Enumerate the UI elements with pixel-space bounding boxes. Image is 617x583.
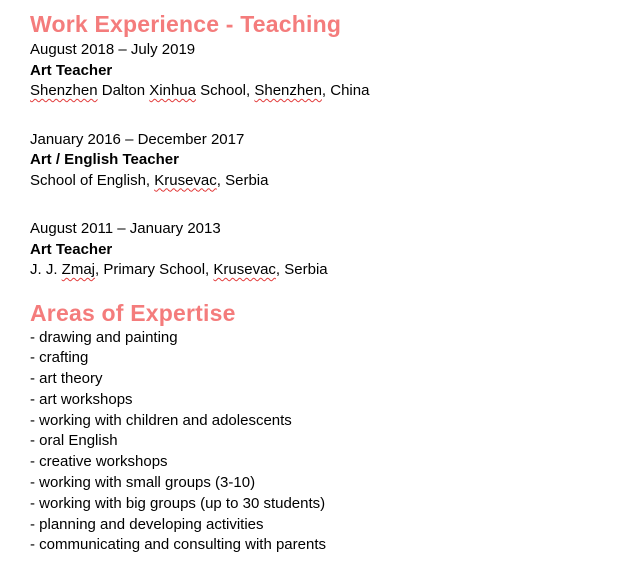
- misspelled-word[interactable]: Zmaj: [61, 261, 96, 278]
- work-experience-heading: Work Experience - Teaching: [30, 11, 342, 37]
- job-list: [30, 40, 610, 281]
- list-item: - working with small groups (3-10): [30, 474, 256, 492]
- list-item: - drawing and painting: [30, 328, 178, 346]
- list-item: - art theory: [30, 370, 103, 388]
- list-item: - art workshops: [30, 390, 133, 408]
- job-dates: August 2011 – January 2013: [30, 220, 221, 237]
- job-title: Art / English Teacher: [30, 151, 179, 168]
- job-place: School of English, Krusevac, Serbia: [30, 171, 269, 189]
- document-page: [30, 9, 610, 556]
- list-item: - creative workshops: [30, 453, 168, 471]
- expertise-list: [30, 328, 610, 557]
- misspelled-word[interactable]: Shenzhen: [30, 82, 98, 99]
- areas-of-expertise-heading: Areas of Expertise: [30, 299, 236, 326]
- misspelled-word[interactable]: Xinhua: [149, 82, 196, 99]
- misspelled-word[interactable]: Krusevac: [154, 171, 217, 189]
- list-item: - working with children and adolescents: [30, 411, 292, 429]
- job-dates: August 2018 – July 2019: [30, 41, 196, 58]
- job-title: Art Teacher: [30, 61, 113, 79]
- list-item: - planning and developing activities: [30, 515, 264, 533]
- job-title: Art Teacher: [30, 240, 113, 258]
- job-dates: January 2016 – December 2017: [30, 130, 245, 148]
- list-item: - crafting: [30, 349, 89, 367]
- job-entry: [30, 130, 610, 192]
- list-item: - communicating and consulting with parents: [30, 536, 326, 554]
- job-entry: [30, 40, 610, 102]
- job-place: J. J. Zmaj, Primary School, Krusevac, Serbia: [30, 261, 328, 278]
- list-item: - working with big groups (up to 30 students): [30, 494, 326, 512]
- misspelled-word[interactable]: Krusevac: [213, 261, 276, 278]
- misspelled-word[interactable]: Shenzhen: [254, 82, 322, 99]
- list-item: - oral English: [30, 432, 118, 450]
- job-entry: [30, 219, 610, 281]
- job-place: Shenzhen Dalton Xinhua School, Shenzhen, China: [30, 82, 370, 99]
